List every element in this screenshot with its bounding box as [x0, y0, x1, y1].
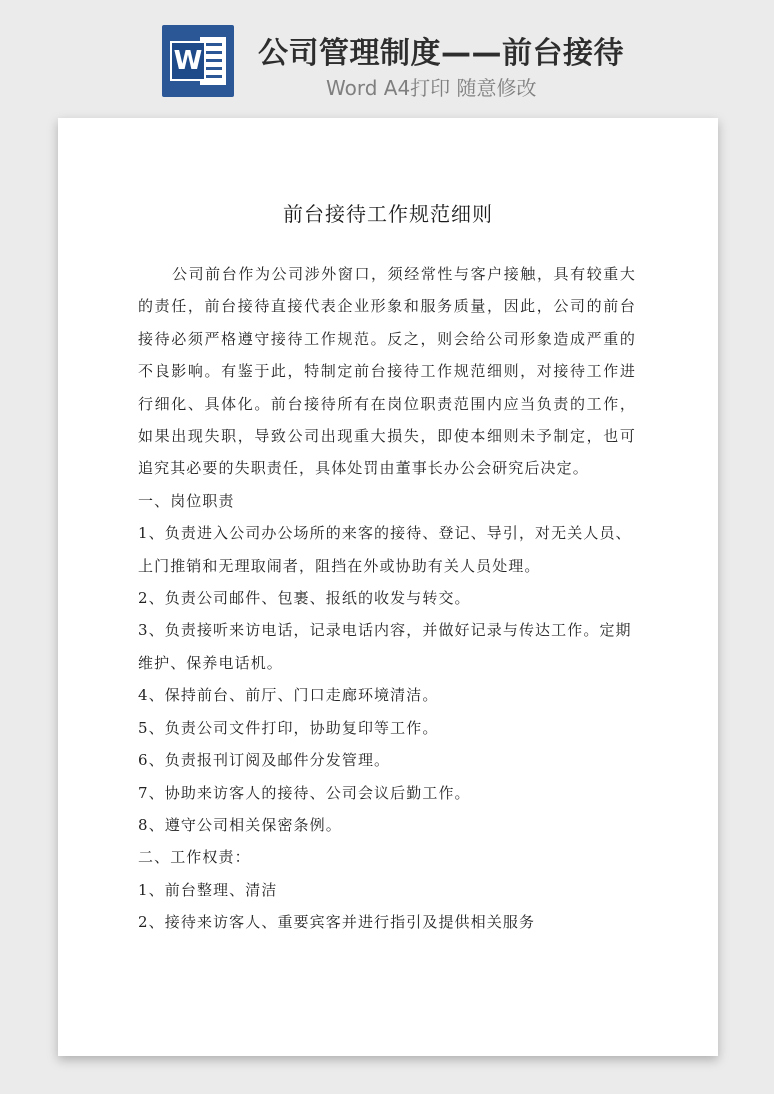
word-document-icon [162, 25, 234, 97]
authority-item-1: 1、前台整理、清洁 [138, 880, 278, 899]
page-header [0, 0, 774, 118]
section-heading-authority: 二、工作权责： [138, 848, 251, 867]
duty-item-1: 1、负责进入公司办公场所的来客的接待、登记、导引，对无关人员、上门推销和无理取闹者，阻挡在外或协助有关人员处理。 [138, 524, 632, 575]
duty-item-4: 4、保持前台、前厅、门口走廊环境清洁。 [138, 686, 439, 705]
word-logo-letter: W [170, 41, 206, 81]
authority-item-2: 2、接待来访客人、重要宾客并进行指引及提供相关服务 [138, 913, 536, 932]
header-subtitle: Word A4打印 随意修改 [326, 76, 537, 100]
intro-paragraph: 公司前台作为公司涉外窗口，须经常性与客户接触，具有较重大的责任，前台接待直接代表企业形象和服务质量，因此，公司的前台接待必须严格遵守接待工作规范。反之，则会给公司形象造成严重的不良影响。有鉴于此，特制定前台接待工作规范细则，对接待工作进行细化、具体化。前台接待所有在岗位职责范围内应当负责的工作，如果出现失职，导致公司出现重大损失，即使本细则未予制定，也可追究其必要的失职责任，具体处罚由董事长办公会研究后决定。 [138, 265, 636, 478]
duty-item-7: 7、协助来访客人的接待、公司会议后勤工作。 [138, 783, 471, 802]
duty-item-3: 3、负责接听来访电话，记录电话内容，并做好记录与传达工作。定期维护、保养电话机。 [138, 621, 632, 672]
document-title: 前台接待工作规范细则 [283, 202, 493, 226]
section-heading-duties: 一、岗位职责 [138, 491, 235, 510]
duty-item-5: 5、负责公司文件打印，协助复印等工作。 [138, 718, 439, 737]
header-title: 公司管理制度——前台接待 [258, 36, 624, 71]
duty-item-6: 6、负责报刊订阅及邮件分发管理。 [138, 751, 391, 770]
duty-item-8: 8、遵守公司相关保密条例。 [138, 815, 342, 834]
document-body [138, 258, 636, 939]
document-page [58, 118, 718, 1056]
duty-item-2: 2、负责公司邮件、包裹、报纸的收发与转交。 [138, 589, 471, 608]
